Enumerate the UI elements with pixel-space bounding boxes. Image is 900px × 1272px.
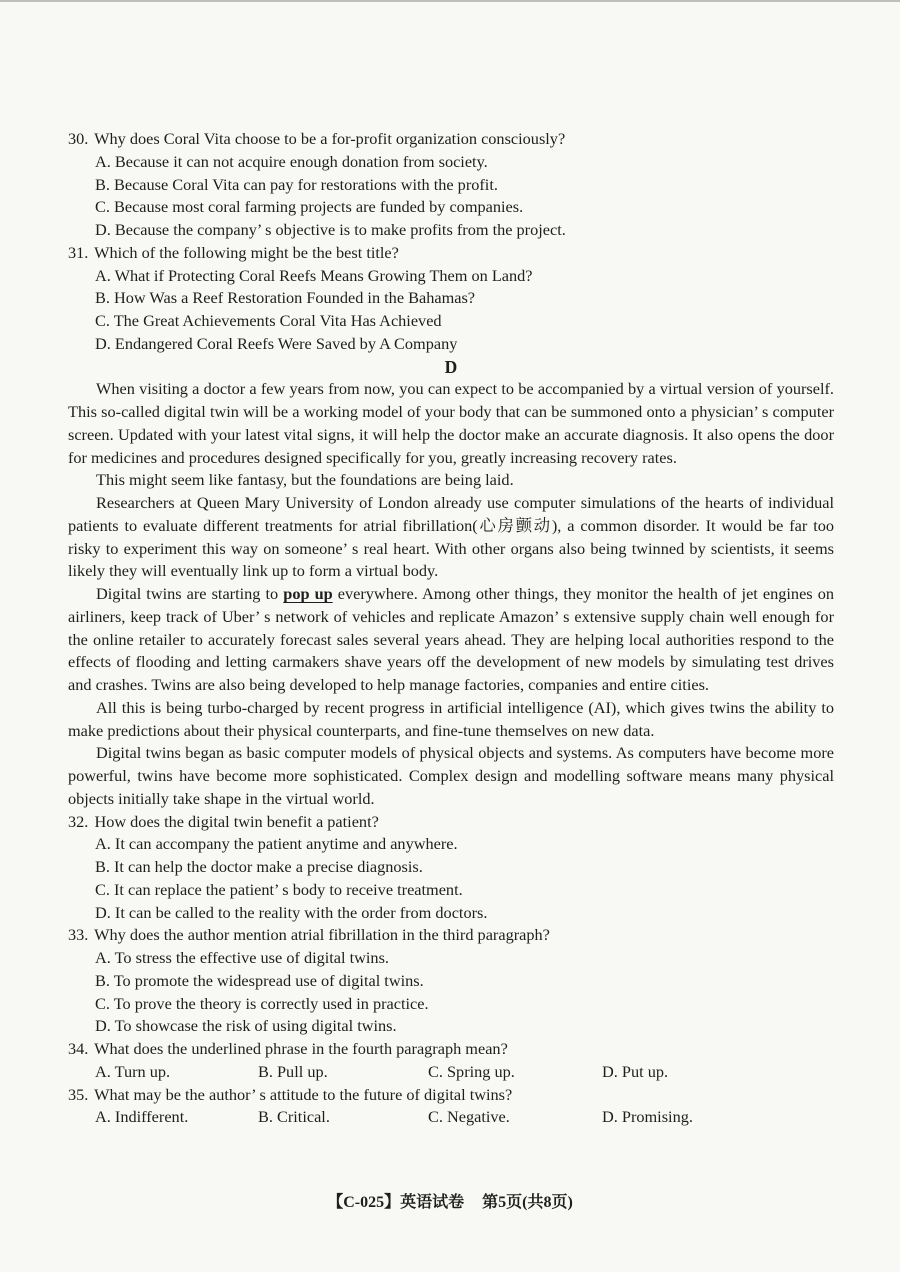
question-number: 34. xyxy=(68,1039,89,1058)
passage-section-label: D xyxy=(444,356,458,377)
option-b: B. How Was a Reef Restoration Founded in the Bahamas? xyxy=(95,288,476,308)
question-text: Which of the following might be the best title? xyxy=(94,242,399,262)
question-32 xyxy=(68,811,834,925)
option-d: D. Because the company’ s objective is to make profits from the project. xyxy=(95,220,566,239)
question-options xyxy=(68,151,834,242)
option-b: B. To promote the widespread use of digital twins. xyxy=(95,970,424,990)
paragraph-4-text-before: Digital twins are starting to xyxy=(96,584,284,603)
question-head xyxy=(68,1038,834,1061)
question-text: What may be the author’ s attitude to the future of digital twins? xyxy=(94,1084,513,1104)
question-35 xyxy=(68,1084,834,1130)
option-a: A. What if Protecting Coral Reefs Means Growing Them on Land? xyxy=(95,265,533,285)
question-number: 30. xyxy=(68,129,89,148)
option-d: D. Promising. xyxy=(602,1107,693,1127)
page-footer xyxy=(0,1192,900,1215)
question-number: 35. xyxy=(68,1084,89,1104)
option-c: C. Because most coral farming projects are funded by companies. xyxy=(95,197,524,217)
option-d: D. Endangered Coral Reefs Were Saved by A Company xyxy=(95,333,458,353)
question-options xyxy=(68,833,834,924)
passage-paragraph-1: When visiting a doctor a few years from now, you can expect to be accompanied by a virtual version of yourself. This so-called digital twin will be a working model of your body that can be summoned onto a physician’ s computer screen. Updated with your latest vital signs, it will help the doctor make an accurate diagnosis. It also opens the door for medicines and procedures designed specifically for you, greatly increasing recovery rates. xyxy=(68,379,834,467)
exam-content xyxy=(68,128,834,1129)
option-d: D. To showcase the risk of using digital twins. xyxy=(95,1016,397,1036)
exam-code: 【C-025】英语试卷 xyxy=(327,1194,465,1211)
underlined-phrase: pop up xyxy=(283,584,333,603)
option-b: B. It can help the doctor make a precise diagnosis. xyxy=(95,857,423,876)
question-number: 32. xyxy=(68,811,89,831)
option-a: A. It can accompany the patient anytime and anywhere. xyxy=(95,834,458,854)
option-a: A. Turn up. xyxy=(95,1061,171,1081)
question-33 xyxy=(68,924,834,1038)
question-options-inline xyxy=(68,1061,834,1084)
question-head xyxy=(68,242,834,265)
option-a: A. Because it can not acquire enough donation from society. xyxy=(95,151,488,171)
passage-paragraph-4 xyxy=(68,583,834,697)
page-number: 第5页(共8页) xyxy=(482,1194,573,1211)
paragraph-4-text-after: everywhere. Among other things, they monitor the health of jet engines on airliners, keep track of Uber’ s network of vehicles and replicate Amazon’ s extensive supply chain well enough for the online retailer to accurately forecast sales several years ahead. They are helping local authorities respond to the effects of flooding and letting carmakers shave years off the development of new models by simulating test drives and crashes. Twins are also being developed to help manage factories, companies and entire cities. xyxy=(68,584,834,694)
option-c: C. Spring up. xyxy=(428,1061,515,1081)
question-text: What does the underlined phrase in the fourth paragraph mean? xyxy=(94,1039,508,1058)
question-text: Why does Coral Vita choose to be a for-profit organization consciously? xyxy=(94,129,566,148)
question-31 xyxy=(68,242,834,356)
passage-paragraph-3: Researchers at Queen Mary University of London already use computer simulations of the hearts of individual patients to evaluate different treatments for atrial fibrillation(心房颤动), a common disorder. It would be far too risky to experiment this way on someone’ s real heart. With other organs also being twinned by scientists, it seems likely they will eventually link up to form a virtual body. xyxy=(68,493,834,581)
question-options-inline xyxy=(68,1106,834,1129)
question-head xyxy=(68,924,834,947)
option-b: B. Because Coral Vita can pay for restorations with the profit. xyxy=(95,174,498,194)
passage-paragraph-6: Digital twins began as basic computer models of physical objects and systems. As computers have become more powerful, twins have become more sophisticated. Complex design and modelling software means many physical objects initially take shape in the virtual world. xyxy=(68,743,834,808)
question-30 xyxy=(68,128,834,242)
question-head xyxy=(68,1084,834,1107)
option-c: C. It can replace the patient’ s body to receive treatment. xyxy=(95,879,463,899)
option-d: D. It can be called to the reality with the order from doctors. xyxy=(95,902,488,922)
question-options xyxy=(68,265,834,356)
question-number: 31. xyxy=(68,242,89,262)
question-text: Why does the author mention atrial fibrillation in the third paragraph? xyxy=(94,925,550,945)
question-34 xyxy=(68,1038,834,1084)
question-options xyxy=(68,947,834,1038)
scan-edge-artifact xyxy=(0,0,900,2)
question-number: 33. xyxy=(68,925,89,945)
option-d: D. Put up. xyxy=(602,1061,669,1081)
option-b: B. Critical. xyxy=(258,1107,330,1127)
passage-paragraph-2: This might seem like fantasy, but the foundations are being laid. xyxy=(96,470,514,490)
option-b: B. Pull up. xyxy=(258,1061,328,1081)
option-c: C. Negative. xyxy=(428,1107,510,1127)
option-c: C. To prove the theory is correctly used in practice. xyxy=(95,993,429,1013)
option-a: A. To stress the effective use of digital twins. xyxy=(95,948,389,967)
option-c: C. The Great Achievements Coral Vita Has Achieved xyxy=(95,311,442,330)
question-head xyxy=(68,128,834,151)
passage-paragraph-5: All this is being turbo-charged by recent progress in artificial intelligence (AI), which gives twins the ability to make predictions about their physical counterparts, and fine-tune themselves on new data. xyxy=(68,697,834,740)
question-head xyxy=(68,811,834,834)
option-a: A. Indifferent. xyxy=(95,1107,189,1127)
question-text: How does the digital twin benefit a patient? xyxy=(94,811,379,831)
